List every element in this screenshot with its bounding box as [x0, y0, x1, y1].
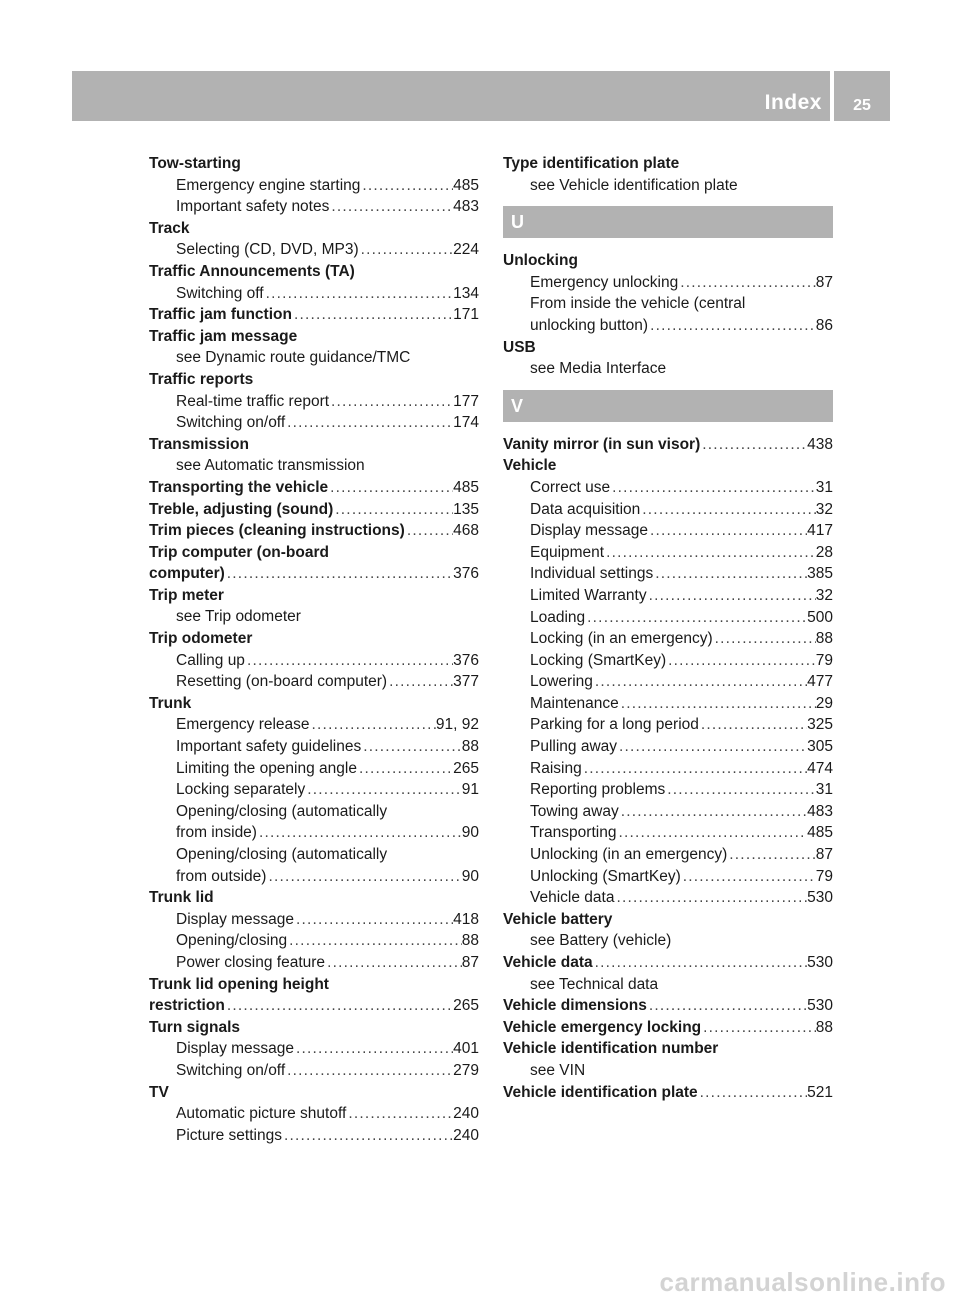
index-subentry[interactable]	[503, 628, 833, 650]
index-entry[interactable]	[149, 995, 479, 1017]
entry-term: Vehicle dimensions	[503, 997, 647, 1015]
entry-term: Traffic reports	[149, 370, 254, 388]
page-reference-link[interactable]: 485	[453, 478, 479, 496]
index-entry	[149, 542, 479, 564]
dot-leader	[713, 628, 816, 650]
entry-term: Trip odometer	[149, 630, 253, 648]
index-subentry[interactable]	[149, 866, 479, 888]
entry-term: restriction	[149, 997, 225, 1015]
dot-leader	[593, 952, 808, 974]
entry-term: From inside the vehicle (central	[530, 295, 746, 313]
entry-term: Traffic Announcements (TA)	[149, 262, 355, 280]
index-subentry[interactable]	[503, 822, 833, 844]
index-column-left	[149, 153, 479, 1146]
entry-term: Opening/closing (automatically	[176, 802, 388, 820]
page-reference-link[interactable]: 483	[807, 802, 833, 820]
entry-term: Vehicle identification plate	[503, 1083, 698, 1101]
entry-term: Switching off	[176, 284, 264, 302]
index-entry	[149, 1082, 479, 1104]
page-reference-link[interactable]: 376	[453, 651, 479, 669]
dot-leader	[257, 822, 462, 844]
index-entry	[503, 153, 833, 175]
index-entry[interactable]	[503, 1082, 833, 1104]
page-reference-link[interactable]: 417	[807, 522, 833, 540]
page-reference-link[interactable]: 29	[815, 694, 833, 712]
index-subentry[interactable]	[149, 1125, 479, 1147]
entry-term: Unlocking (SmartKey)	[530, 867, 681, 885]
entry-term: Vanity mirror (in sun visor)	[503, 435, 701, 453]
index-entry	[503, 250, 833, 272]
index-subentry[interactable]	[149, 1060, 479, 1082]
dot-leader	[294, 1038, 453, 1060]
dot-leader	[357, 758, 453, 780]
entry-term: Correct use	[530, 478, 611, 496]
dot-leader	[666, 650, 816, 672]
index-subentry[interactable]	[149, 175, 479, 197]
index-entry	[149, 1017, 479, 1039]
index-subentry[interactable]	[503, 272, 833, 294]
index-subentry[interactable]	[149, 758, 479, 780]
dot-leader	[698, 1082, 807, 1104]
index-subentry[interactable]	[149, 283, 479, 305]
index-entry[interactable]	[149, 499, 479, 521]
index-entry	[149, 585, 479, 607]
entry-term: Reporting problems	[530, 781, 666, 799]
page-reference-link[interactable]: 88	[815, 1018, 833, 1036]
entry-term: see Dynamic route guidance/TMC	[176, 349, 411, 367]
index-subentry[interactable]	[149, 650, 479, 672]
page-reference-link[interactable]: 91, 92	[435, 716, 479, 734]
entry-term: see Battery (vehicle)	[530, 932, 672, 950]
page-reference-link[interactable]: 385	[807, 565, 833, 583]
index-entry	[149, 628, 479, 650]
index-subentry	[149, 455, 479, 477]
index-subentry[interactable]	[503, 801, 833, 823]
entry-term: Emergency release	[176, 716, 310, 734]
index-entry[interactable]	[149, 563, 479, 585]
entry-term: Unlocking	[503, 252, 578, 270]
entry-term: Calling up	[176, 651, 245, 669]
entry-term: see Technical data	[530, 975, 659, 993]
index-subentry[interactable]	[149, 196, 479, 218]
entry-term: Transporting	[530, 824, 617, 842]
index-subentry[interactable]	[503, 671, 833, 693]
entry-term: Display message	[176, 1040, 295, 1058]
dot-leader	[387, 671, 453, 693]
entry-term: Parking for a long period	[530, 716, 699, 734]
entry-term: Turn signals	[149, 1018, 241, 1036]
page-reference-link[interactable]: 265	[453, 997, 479, 1015]
entry-term: Real-time traffic report	[176, 392, 330, 410]
entry-term: Opening/closing	[176, 932, 288, 950]
index-subentry[interactable]	[503, 607, 833, 629]
page-reference-link[interactable]: 88	[461, 932, 479, 950]
page-reference-link[interactable]: 87	[461, 953, 479, 971]
page-reference-link[interactable]: 79	[815, 867, 833, 885]
entry-term: Data acquisition	[530, 500, 641, 518]
index-subentry[interactable]	[149, 930, 479, 952]
page-reference-link[interactable]: 31	[815, 478, 833, 496]
dot-leader	[617, 736, 807, 758]
dot-leader	[616, 822, 807, 844]
entry-term: Trip computer (on-board	[149, 543, 329, 561]
entry-term: USB	[503, 338, 536, 356]
entry-term: Display message	[530, 522, 649, 540]
dot-leader	[292, 304, 453, 326]
page-reference-link[interactable]: 87	[815, 273, 833, 291]
index-subentry	[149, 844, 479, 866]
dot-leader	[359, 239, 454, 261]
index-entry	[149, 693, 479, 715]
page-reference-link[interactable]: 88	[815, 630, 833, 648]
entry-term: Emergency engine starting	[176, 176, 361, 194]
dot-leader	[225, 995, 453, 1017]
index-subentry[interactable]	[503, 520, 833, 542]
index-entry	[149, 369, 479, 391]
dot-leader	[648, 520, 807, 542]
entry-term: Switching on/off	[176, 414, 286, 432]
entry-term: Track	[149, 219, 190, 237]
dot-leader	[405, 520, 453, 542]
index-entry	[503, 455, 833, 477]
entry-term: from inside)	[176, 824, 257, 842]
page-reference-link[interactable]: 305	[807, 738, 833, 756]
index-entry	[149, 218, 479, 240]
dot-leader	[361, 736, 462, 758]
entry-term: Opening/closing (automatically	[176, 846, 388, 863]
index-subentry[interactable]	[503, 650, 833, 672]
entry-term: Trim pieces (cleaning instructions)	[149, 522, 405, 540]
dot-leader	[647, 585, 816, 607]
entry-term: Towing away	[530, 802, 619, 820]
entry-term: Tow-starting	[149, 155, 241, 172]
dot-leader	[346, 1103, 453, 1125]
entry-term: Maintenance	[530, 694, 619, 712]
dot-leader	[614, 887, 807, 909]
entry-term: Locking (SmartKey)	[530, 651, 667, 669]
index-subentry[interactable]	[149, 412, 479, 434]
index-subentry[interactable]	[503, 499, 833, 521]
dot-leader	[653, 563, 807, 585]
entry-term: Resetting (on-board computer)	[176, 673, 388, 691]
entry-term: Trunk lid	[149, 889, 214, 907]
index-subentry[interactable]	[149, 779, 479, 801]
page-reference-link[interactable]: 240	[453, 1105, 479, 1123]
section-header-v: V	[503, 390, 833, 422]
dot-leader	[604, 542, 816, 564]
entry-term: Display message	[176, 910, 295, 928]
index-subentry[interactable]	[503, 563, 833, 585]
entry-term: Power closing feature	[176, 953, 326, 971]
index-subentry[interactable]	[149, 671, 479, 693]
index-subentry[interactable]	[503, 542, 833, 564]
index-subentry[interactable]	[503, 758, 833, 780]
dot-leader	[305, 779, 462, 801]
index-entry[interactable]	[503, 952, 833, 974]
page-reference-link[interactable]: 87	[815, 846, 833, 864]
index-subentry[interactable]	[503, 866, 833, 888]
index-subentry[interactable]	[503, 693, 833, 715]
index-entry	[149, 261, 479, 283]
entry-term: Vehicle	[503, 457, 557, 475]
index-entry	[503, 1038, 833, 1060]
entry-term: Raising	[530, 759, 582, 777]
entry-term: Limited Warranty	[530, 586, 647, 604]
entry-term: Traffic jam message	[149, 327, 298, 345]
index-entry	[503, 337, 833, 359]
entry-term: computer)	[149, 565, 225, 583]
entry-term: Lowering	[530, 673, 593, 691]
dot-leader	[701, 1017, 816, 1039]
entry-term: Trunk	[149, 694, 192, 712]
page-reference-link[interactable]: 325	[807, 716, 833, 734]
index-subentry[interactable]	[149, 909, 479, 931]
entry-term: Vehicle data	[530, 889, 615, 907]
dot-leader	[329, 391, 453, 413]
index-entry[interactable]	[503, 995, 833, 1017]
index-subentry[interactable]	[149, 822, 479, 844]
dot-leader	[619, 801, 807, 823]
page-number: 25	[853, 97, 871, 114]
entry-term: TV	[149, 1083, 169, 1101]
entry-term: Emergency unlocking	[530, 273, 679, 291]
dot-leader	[282, 1125, 453, 1147]
entry-term: see VIN	[530, 1061, 586, 1079]
page-reference-link[interactable]: 477	[807, 673, 833, 691]
dot-leader	[266, 866, 461, 888]
index-subentry[interactable]	[149, 714, 479, 736]
dot-leader	[585, 607, 807, 629]
index-subentry[interactable]	[503, 844, 833, 866]
dot-leader	[647, 995, 807, 1017]
dot-leader	[333, 499, 453, 521]
index-subentry	[503, 1060, 833, 1082]
entry-term: Treble, adjusting (sound)	[149, 500, 334, 518]
index-subentry	[149, 801, 479, 823]
entry-term: Unlocking (in an emergency)	[530, 846, 728, 864]
dot-leader	[328, 477, 453, 499]
index-subentry[interactable]	[503, 477, 833, 499]
index-subentry	[149, 347, 479, 369]
page-reference-link[interactable]: 521	[807, 1083, 833, 1101]
page-reference-link[interactable]: 171	[453, 306, 479, 324]
index-subentry[interactable]	[149, 239, 479, 261]
index-subentry	[503, 930, 833, 952]
entry-term: Vehicle battery	[503, 910, 613, 928]
page-reference-link[interactable]: 279	[453, 1061, 479, 1079]
dot-leader	[648, 315, 816, 337]
index-entry	[149, 434, 479, 456]
entry-term: Individual settings	[530, 565, 654, 583]
dot-leader	[245, 650, 453, 672]
index-subentry	[503, 974, 833, 996]
index-subentry[interactable]	[503, 315, 833, 337]
page-reference-link[interactable]: 401	[453, 1040, 479, 1058]
entry-term: Important safety guidelines	[176, 738, 362, 756]
page-reference-link[interactable]: 91	[461, 781, 479, 799]
index-entry[interactable]	[149, 304, 479, 326]
entry-term: unlocking button)	[530, 316, 649, 334]
dot-leader	[310, 714, 436, 736]
index-subentry	[503, 293, 833, 315]
page-reference-link[interactable]: 90	[461, 824, 479, 842]
page-reference-link[interactable]: 79	[815, 651, 833, 669]
index-subentry[interactable]	[503, 779, 833, 801]
entry-term: Locking separately	[176, 781, 306, 799]
dot-leader	[294, 909, 453, 931]
dot-leader	[287, 930, 462, 952]
page-reference-link[interactable]: 483	[453, 198, 479, 216]
index-entry[interactable]	[149, 520, 479, 542]
entry-term: Vehicle emergency locking	[503, 1018, 702, 1036]
entry-term: Vehicle identification number	[503, 1040, 719, 1058]
dot-leader	[640, 499, 815, 521]
page-reference-link[interactable]: 86	[815, 316, 833, 334]
dot-leader	[285, 1060, 453, 1082]
page-reference-link[interactable]: 240	[453, 1126, 479, 1144]
entry-term: Switching on/off	[176, 1061, 286, 1079]
entry-term: Type identification plate	[503, 155, 680, 172]
page-reference-link[interactable]: 90	[461, 867, 479, 885]
index-entry	[149, 974, 479, 996]
entry-term: Trunk lid opening height	[149, 975, 329, 993]
index-entry	[149, 326, 479, 348]
dot-leader	[610, 477, 816, 499]
page-reference-link[interactable]: 224	[453, 241, 479, 259]
entry-term: see Automatic transmission	[176, 457, 365, 475]
dot-leader	[325, 952, 462, 974]
entry-term: Vehicle data	[503, 954, 593, 971]
page-reference-link[interactable]: 88	[461, 738, 479, 756]
index-entry	[149, 153, 479, 175]
dot-leader	[593, 671, 807, 693]
index-subentry[interactable]	[503, 736, 833, 758]
page-title: Index	[764, 91, 822, 114]
index-subentry[interactable]	[149, 391, 479, 413]
dot-leader	[285, 412, 453, 434]
page-reference-link[interactable]: 485	[453, 176, 479, 194]
page-reference-link[interactable]: 530	[807, 889, 833, 907]
index-entry	[149, 887, 479, 909]
page-reference-link[interactable]: 376	[453, 565, 479, 583]
entry-term: see Vehicle identification plate	[530, 176, 738, 194]
index-entry[interactable]	[149, 477, 479, 499]
entry-term: Picture settings	[176, 1126, 282, 1144]
page-reference-link[interactable]: 530	[807, 997, 833, 1015]
page-reference-link[interactable]: 418	[453, 910, 479, 928]
dot-leader	[665, 779, 815, 801]
page-reference-link[interactable]: 32	[815, 500, 833, 518]
dot-leader	[699, 714, 807, 736]
page-reference-link[interactable]: 438	[807, 435, 833, 453]
entry-term: Trip meter	[149, 586, 224, 604]
index-subentry[interactable]	[149, 952, 479, 974]
entry-term: Transmission	[149, 435, 249, 453]
page-reference-link[interactable]: 265	[453, 759, 479, 777]
page-reference-link[interactable]: 135	[453, 500, 479, 518]
dot-leader	[681, 866, 816, 888]
entry-term: Loading	[530, 608, 586, 626]
dot-leader	[360, 175, 453, 197]
index-subentry[interactable]	[503, 887, 833, 909]
index-subentry	[503, 358, 833, 380]
index-entry[interactable]	[503, 434, 833, 456]
entry-term: from outside)	[176, 867, 267, 885]
index-subentry[interactable]	[149, 736, 479, 758]
entry-term: Traffic jam function	[149, 306, 292, 324]
entry-term: Locking (in an emergency)	[530, 630, 713, 648]
index-subentry	[503, 175, 833, 197]
index-entry	[503, 909, 833, 931]
page-reference-link[interactable]: 485	[807, 824, 833, 842]
dot-leader	[619, 693, 816, 715]
page-reference-link[interactable]: 530	[807, 954, 833, 971]
index-subentry	[149, 606, 479, 628]
entry-term: Selecting (CD, DVD, MP3)	[176, 241, 359, 259]
index-subentry[interactable]	[149, 1103, 479, 1125]
dot-leader	[225, 563, 453, 585]
entry-term: Pulling away	[530, 738, 618, 756]
entry-term: Automatic picture shutoff	[176, 1105, 347, 1123]
dot-leader	[329, 196, 453, 218]
entry-term: Equipment	[530, 543, 605, 561]
section-header-u: U	[503, 206, 833, 238]
index-entry[interactable]	[503, 1017, 833, 1039]
dot-leader	[678, 272, 816, 294]
dot-leader	[700, 434, 807, 456]
page-reference-link[interactable]: 31	[815, 781, 833, 799]
page-reference-link[interactable]: 500	[807, 608, 833, 626]
page-reference-link[interactable]: 474	[807, 759, 833, 777]
entry-term: Important safety notes	[176, 198, 330, 216]
dot-leader	[264, 283, 454, 305]
page-reference-link[interactable]: 377	[453, 673, 479, 691]
page-reference-link[interactable]: 134	[453, 284, 479, 302]
entry-term: see Trip odometer	[176, 608, 301, 626]
page-reference-link[interactable]: 177	[453, 392, 479, 410]
index-subentry[interactable]	[503, 585, 833, 607]
dot-leader	[582, 758, 807, 780]
page-reference-link[interactable]: 32	[815, 586, 833, 604]
entry-term: Limiting the opening angle	[176, 759, 357, 777]
page-reference-link[interactable]: 174	[453, 414, 479, 432]
dot-leader	[727, 844, 815, 866]
watermark: carmanualsonline.info	[659, 1267, 946, 1297]
page-reference-link[interactable]: 468	[453, 522, 479, 540]
page-reference-link[interactable]: 28	[815, 543, 833, 561]
index-subentry[interactable]	[503, 714, 833, 736]
entry-term: Transporting the vehicle	[149, 478, 329, 496]
entry-term: see Media Interface	[530, 360, 667, 378]
index-column-right	[503, 153, 833, 1103]
index-subentry[interactable]	[149, 1038, 479, 1060]
